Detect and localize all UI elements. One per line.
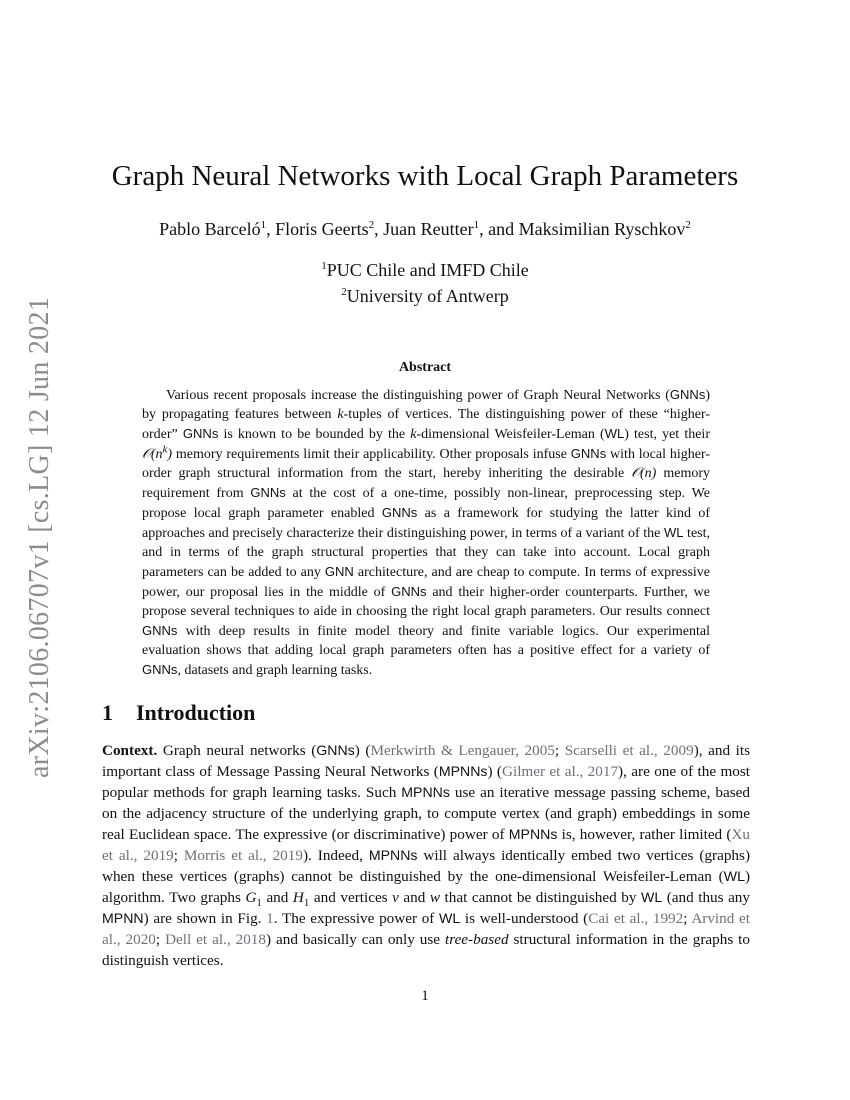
citation-link[interactable]: Scarselli et al., 2009 [564,742,694,759]
text-run: ) ( [487,763,502,780]
section-heading [102,699,255,727]
section-title: Introduction [136,700,256,725]
text-run: with local higher-order graph structural information from the start, hereby inheriting the desirable [142,447,710,481]
math-text: G [245,889,257,906]
text-run: ) by propagating features between [142,388,710,422]
text-run: is well-understood ( [460,910,589,927]
text-run: is known to be bounded by the [218,427,411,442]
text-run: test, and in terms of the graph structural properties that they can take into account. Local graph parameters can be added to any [142,526,710,580]
affiliation-name: PUC Chile and IMFD Chile [326,260,529,280]
text-run: . The expressive power of [273,910,440,927]
acronym: GNNs [142,662,178,677]
acronym: GNNs [381,505,418,520]
acronym: GNNs [316,742,355,758]
text-run: ) algorithm. Two graphs [102,868,750,906]
abstract-paragraph [142,385,710,680]
author-list [0,217,850,241]
author-affiliation-mark: 1 [260,219,267,231]
acronym: MPNNs [438,763,488,779]
acronym: MPNN [102,910,144,926]
math-text: v [392,889,399,906]
author-name: Juan Reutter [383,219,474,239]
author-name: Pablo Barceló [159,219,261,239]
paragraph-lead: Context. [102,742,158,759]
text-run: Various recent proposals increase the distinguishing power of Graph Neural Networks ( [166,388,670,403]
author-affiliation-mark: 2 [368,219,375,231]
acronym: GNN [324,564,354,579]
affiliation-mark: 1 [321,260,327,272]
text-run: and [261,889,293,906]
math-text: H [292,889,304,906]
citation-link[interactable]: Dell et al., 2018 [165,931,266,948]
intro-paragraph [102,740,750,971]
text-run: architecture, and are cheap to compute. In terms of expressive power, our proposal lies in the middle of [142,565,710,600]
author-separator: , and [479,219,519,239]
acronym: MPNNs [401,784,450,800]
affiliation [0,258,850,282]
acronym: WL [439,910,461,926]
acronym: WL [604,426,625,441]
arxiv-identifier: arXiv:2106.06707v1 [cs.LG] 12 Jun 2021 [24,296,55,778]
text-run: (and thus any [662,889,750,906]
subscript: 1 [303,897,310,910]
citation-link[interactable]: 1 [266,910,274,927]
math-text: tree-based [445,931,509,948]
text-run: memory requirements limit their applicability. Other proposals infuse [172,447,571,462]
intro-text [102,742,750,969]
text-run: Graph neural networks ( [157,742,317,759]
abstract-body [142,385,710,680]
math-text: 𝒪(n [142,447,163,462]
math-text: 𝒪(n) [631,466,657,481]
acronym: GNNs [669,387,706,402]
text-run: ) ( [354,742,371,759]
text-run: ; [173,847,184,864]
author-separator: , [266,219,276,239]
citation-link[interactable]: Arvind et al., 2020 [102,910,750,948]
author-affiliation-mark: 2 [685,219,691,231]
text-run: ; [683,910,692,927]
math-text: w [429,889,441,906]
acronym: WL [663,525,684,540]
text-run: and vertices [309,889,393,906]
affiliation-mark: 2 [341,286,347,298]
text-run: structural information in the graphs to distinguish vertices. [102,931,750,969]
citation-link[interactable]: Xu et al., 2019 [102,826,750,864]
text-run: ), are one of the most popular methods for graph learning tasks. Such [102,763,750,801]
acronym: GNNs [391,584,427,599]
text-run: ) and basically can only use [265,931,445,948]
acronym: WL [723,868,745,884]
text-run: , datasets and graph learning tasks. [177,663,373,678]
text-run: use an iterative message passing scheme, based on the adjacency structure of the underlying graph, to compute vertex (and graph) embeddings in some real Euclidean space. The expressive (or discriminative) power of [102,784,750,843]
acronym: MPNNs [508,826,558,842]
text-run: that cannot be distinguished by [440,889,641,906]
acronym: WL [640,889,663,905]
text-run: at the cost of a one-time, possibly non-linear, preprocessing step. We propose local graph parameter enabled [142,486,710,521]
acronym: GNNs [250,485,286,500]
citation-link[interactable]: Cai et al., 1992 [588,910,684,927]
affiliation [0,284,850,308]
text-run: memory requirement from [142,466,710,501]
text-run: -tuples of vertices. The distinguishing power of these “higher-order” [142,407,710,442]
author-affiliation-mark: 1 [473,219,480,231]
citation-link[interactable]: Gilmer et al., 2017 [502,763,619,780]
text-run: ; [155,931,166,948]
subscript: 1 [256,897,262,910]
text-run: -dimensional Weisfeiler-Leman ( [416,427,605,442]
acronym: MPNNs [368,847,418,863]
text-run: ) test, yet their [624,427,710,442]
author-separator: , [374,219,384,239]
math-text: k [410,427,417,442]
text-run: ) are shown in Fig. [143,910,267,927]
citation-link[interactable]: Merkwirth & Lengauer, 2005 [370,742,555,759]
text-run: and [398,889,430,906]
acronym: GNNs [182,426,219,441]
page-number: 1 [421,988,429,1004]
author-name: Maksimilian Ryschkov [518,219,686,239]
math-text: k [162,443,168,456]
paper-title: Graph Neural Networks with Local Graph Parameters [111,160,739,192]
math-text: ) [167,447,173,462]
math-text: k [337,407,344,422]
text-run: and their higher-order counterparts. Further, we propose several techniques to aide in choosing the right local graph parameters. Our results connect [142,585,710,619]
author-name: Floris Geerts [275,219,369,239]
text-run: will always identically embed two vertices (graphs) when these vertices (graphs) cannot be distinguished by the one-dimensional Weisfeiler-Leman ( [102,847,750,885]
text-run: ). Indeed, [302,847,369,864]
abstract-heading: Abstract [398,360,452,375]
text-run: as a framework for studying the latter kind of approaches and precisely characterize their distinguishing power, in terms of a variant of the [142,506,710,541]
section-number: 1 [102,700,113,725]
text-run: ), and its important class of Message Passing Neural Networks ( [102,742,751,780]
acronym: GNNs [570,446,607,461]
text-run: ; [554,742,565,759]
citation-link[interactable]: Morris et al., 2019 [183,847,303,864]
affiliation-name: University of Antwerp [346,286,509,306]
text-run: with deep results in finite model theory and finite variable logics. Our experimental evaluation shows that adding local graph parameters often has a positive effect for a variety of [142,624,710,658]
text-run: is, however, rather limited ( [557,826,732,843]
acronym: GNNs [142,623,178,638]
